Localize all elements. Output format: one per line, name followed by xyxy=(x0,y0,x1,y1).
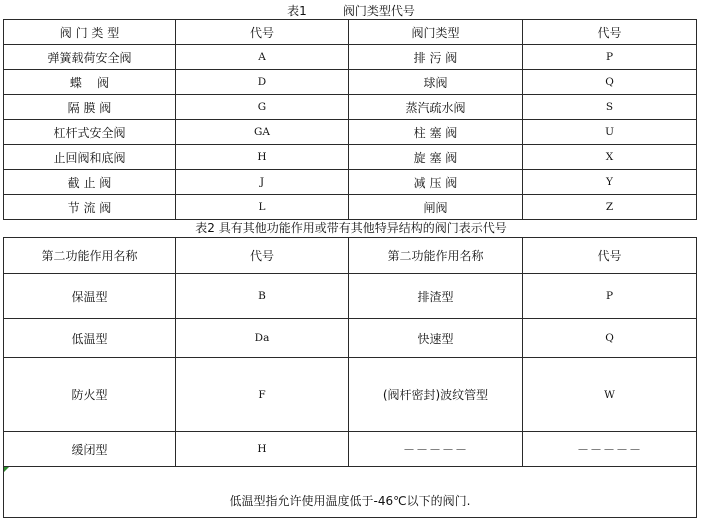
table-row xyxy=(4,45,697,70)
valve-type-cell: 隔 膜 阀 xyxy=(4,95,176,120)
table-row xyxy=(4,145,697,170)
cell-marker-icon xyxy=(4,467,9,472)
code-cell: Da xyxy=(176,319,349,358)
valve-type-cell: 减 压 阀 xyxy=(349,170,523,195)
valve-type-cell: 止回阀和底阀 xyxy=(4,145,176,170)
code-cell: F xyxy=(176,358,349,432)
note-row xyxy=(4,467,697,518)
table-row xyxy=(4,120,697,145)
table-row xyxy=(4,70,697,95)
header-cell: 代号 xyxy=(176,20,349,45)
header-cell: 代号 xyxy=(176,238,349,274)
table2-caption: 表2 具有其他功能作用或带有其他特异结构的阀门表示代号 xyxy=(195,221,507,235)
code-cell: U xyxy=(523,120,697,145)
code-cell: P xyxy=(523,45,697,70)
code-cell: Q xyxy=(523,319,697,358)
table-row xyxy=(4,319,697,358)
header-cell: 代号 xyxy=(523,20,697,45)
code-cell: A xyxy=(176,45,349,70)
code-cell: Z xyxy=(523,195,697,220)
valve-type-cell: 弹簧载荷安全阀 xyxy=(4,45,176,70)
function-name-cell: 保温型 xyxy=(4,274,176,319)
valve-type-cell: 闸阀 xyxy=(349,195,523,220)
code-cell: G xyxy=(176,95,349,120)
code-cell: D xyxy=(176,70,349,95)
header-cell: 阀门类型 xyxy=(349,20,523,45)
code-cell: X xyxy=(523,145,697,170)
code-cell: B xyxy=(176,274,349,319)
table1-caption xyxy=(0,4,702,18)
function-name-cell: 低温型 xyxy=(4,319,176,358)
code-cell: J xyxy=(176,170,349,195)
code-cell: L xyxy=(176,195,349,220)
table-row xyxy=(4,274,697,319)
code-cell: H xyxy=(176,432,349,467)
valve-type-cell: 旋 塞 阀 xyxy=(349,145,523,170)
valve-type-cell: 蒸汽疏水阀 xyxy=(349,95,523,120)
code-cell: Q xyxy=(523,70,697,95)
valve-type-cell: 蝶 阀 xyxy=(4,70,176,95)
code-cell: P xyxy=(523,274,697,319)
header-cell: 阀 门 类 型 xyxy=(4,20,176,45)
function-name-cell: 缓闭型 xyxy=(4,432,176,467)
valve-type-cell: 杠杆式安全阀 xyxy=(4,120,176,145)
valve-type-cell: 节 流 阀 xyxy=(4,195,176,220)
code-cell: Y xyxy=(523,170,697,195)
table-header-row xyxy=(4,238,697,274)
table-row xyxy=(4,195,697,220)
valve-type-table xyxy=(3,19,697,220)
header-cell: 第二功能作用名称 xyxy=(4,238,176,274)
valve-type-cell: 球阀 xyxy=(349,70,523,95)
function-name-cell: (阀杆密封)波纹管型 xyxy=(349,358,523,432)
table1-caption-label: 表1 xyxy=(287,4,307,18)
header-cell: 第二功能作用名称 xyxy=(349,238,523,274)
secondary-function-table xyxy=(3,237,697,518)
code-cell: S xyxy=(523,95,697,120)
function-name-cell: 防火型 xyxy=(4,358,176,432)
empty-dash-cell: －－－－－ xyxy=(349,432,523,467)
code-cell: H xyxy=(176,145,349,170)
note-cell xyxy=(4,467,697,518)
table-row xyxy=(4,358,697,432)
valve-type-cell: 排 污 阀 xyxy=(349,45,523,70)
code-cell: W xyxy=(523,358,697,432)
table-row xyxy=(4,170,697,195)
note-text: 低温型指允许使用温度低于-46℃以下的阀门. xyxy=(229,494,471,508)
header-cell: 代号 xyxy=(523,238,697,274)
valve-type-cell: 柱 塞 阀 xyxy=(349,120,523,145)
table1-caption-title: 阀门类型代号 xyxy=(342,4,415,18)
valve-type-cell: 截 止 阀 xyxy=(4,170,176,195)
table-row xyxy=(4,432,697,467)
function-name-cell: 快速型 xyxy=(349,319,523,358)
table-header-row xyxy=(4,20,697,45)
table-row xyxy=(4,95,697,120)
empty-dash-cell: －－－－－ xyxy=(523,432,697,467)
code-cell: GA xyxy=(176,120,349,145)
function-name-cell: 排渣型 xyxy=(349,274,523,319)
